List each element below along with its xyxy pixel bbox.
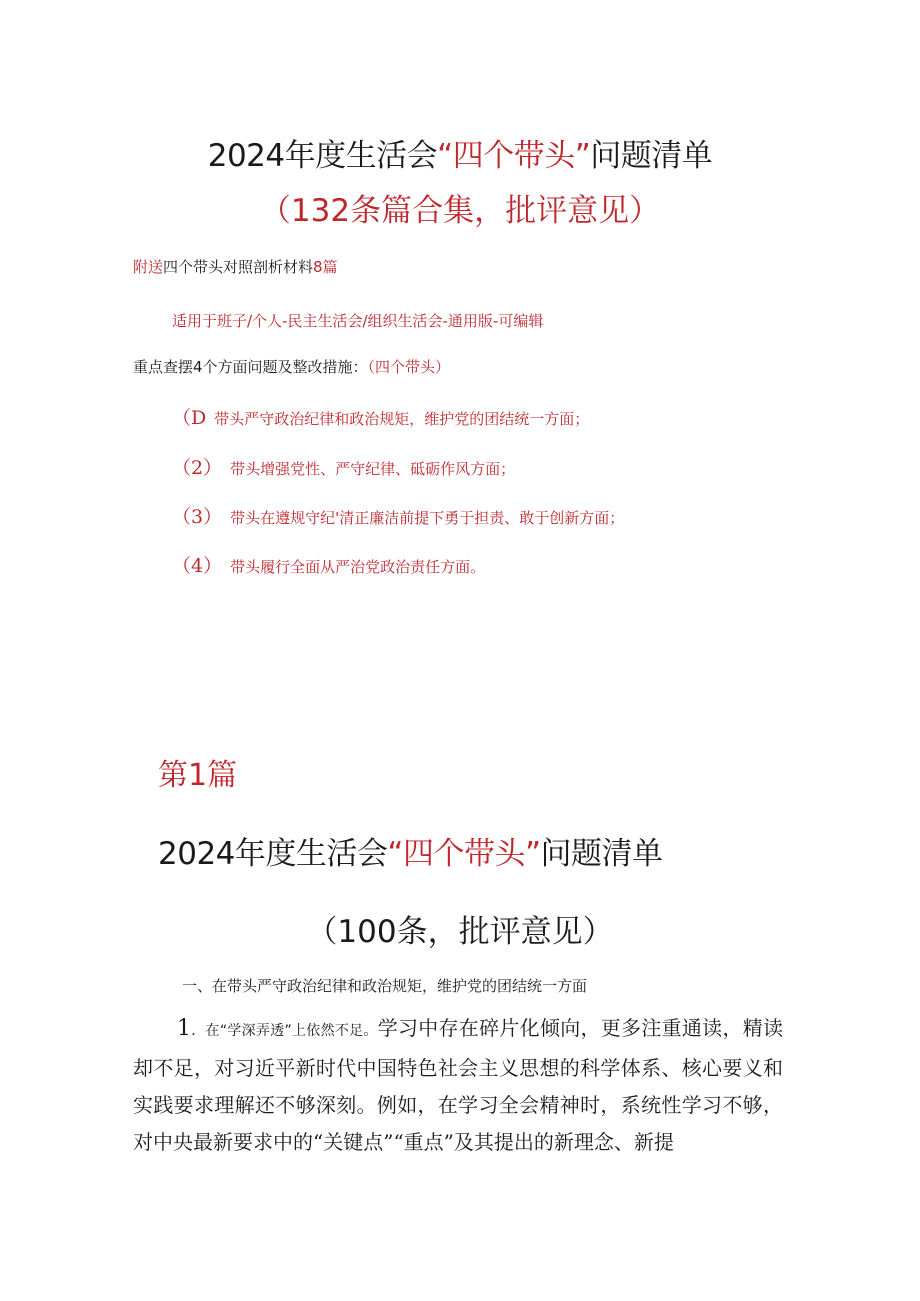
paragraph-lead: ．在“学深弄透”上依然不足。 — [191, 1023, 378, 1039]
attachment-text: 四个带头对照剖析材料 — [163, 258, 314, 276]
aspect-text: 带头增强党性、严守纪律、砥砺作风方面； — [230, 460, 516, 478]
attachment-count: 8篇 — [313, 258, 338, 276]
part-subtitle: （100条，批评意见） — [306, 914, 614, 950]
aspect-number: （2） — [172, 457, 223, 479]
title-highlight: “四个带头” — [437, 138, 591, 174]
paragraph-number: 1 — [177, 1016, 191, 1041]
usage-note: 适用于班子/个人-民主生活会/组织生活会-通用版-可编辑 — [172, 312, 544, 330]
aspect-text: 带头在遵规守纪'清正廉洁前提下勇于担责、敢于创新方面； — [230, 509, 625, 527]
part-title-highlight: “四个带头” — [387, 836, 541, 872]
attachment-prefix: 附送 — [133, 258, 164, 276]
aspect-number: （3） — [172, 506, 223, 528]
aspect-number: （4） — [172, 555, 223, 577]
paragraph-body: 学习中存在碎片化倾向，更多注重通读，精读却不足，对习近平新时代中国特色社会主义思想的科学体系、核心要义和实践要求理解还不够深刻。例如，在学习全会精神时，系统性学习不够，对中央最新要求中的“关键点”“重点”及其提出的新理念、新提 — [133, 1016, 784, 1154]
focus-tag: （四个带头） — [367, 358, 451, 376]
part-label: 第1篇 — [158, 758, 238, 793]
aspect-text: 带头履行全面从严治党政治责任方面。 — [230, 558, 486, 576]
aspect-item — [172, 403, 589, 430]
body-paragraph — [133, 1010, 783, 1161]
part-title-prefix: 2024年度生活会 — [158, 836, 388, 872]
title-suffix: 问题清单 — [590, 138, 713, 174]
aspect-item — [172, 551, 485, 578]
document-title — [0, 130, 920, 175]
focus-statement — [133, 356, 450, 377]
attachment-note — [133, 256, 338, 277]
title-prefix: 2024年度生活会 — [207, 138, 438, 174]
focus-text: 重点查摆4个方面问题及整改措施： — [133, 358, 368, 376]
section-heading: 一、在带头严守政治纪律和政治规矩，维护党的团结统一方面 — [182, 977, 588, 995]
aspect-item — [172, 502, 624, 529]
aspect-item — [172, 453, 515, 480]
aspect-text: 带头严守政治纪律和政治规矩，维护党的团结统一方面； — [214, 410, 590, 428]
document-subtitle: （132条篇合集，批评意见） — [259, 193, 661, 229]
aspect-number: （D — [172, 407, 207, 429]
part-title — [158, 828, 663, 873]
part-title-suffix: 问题清单 — [540, 836, 663, 872]
